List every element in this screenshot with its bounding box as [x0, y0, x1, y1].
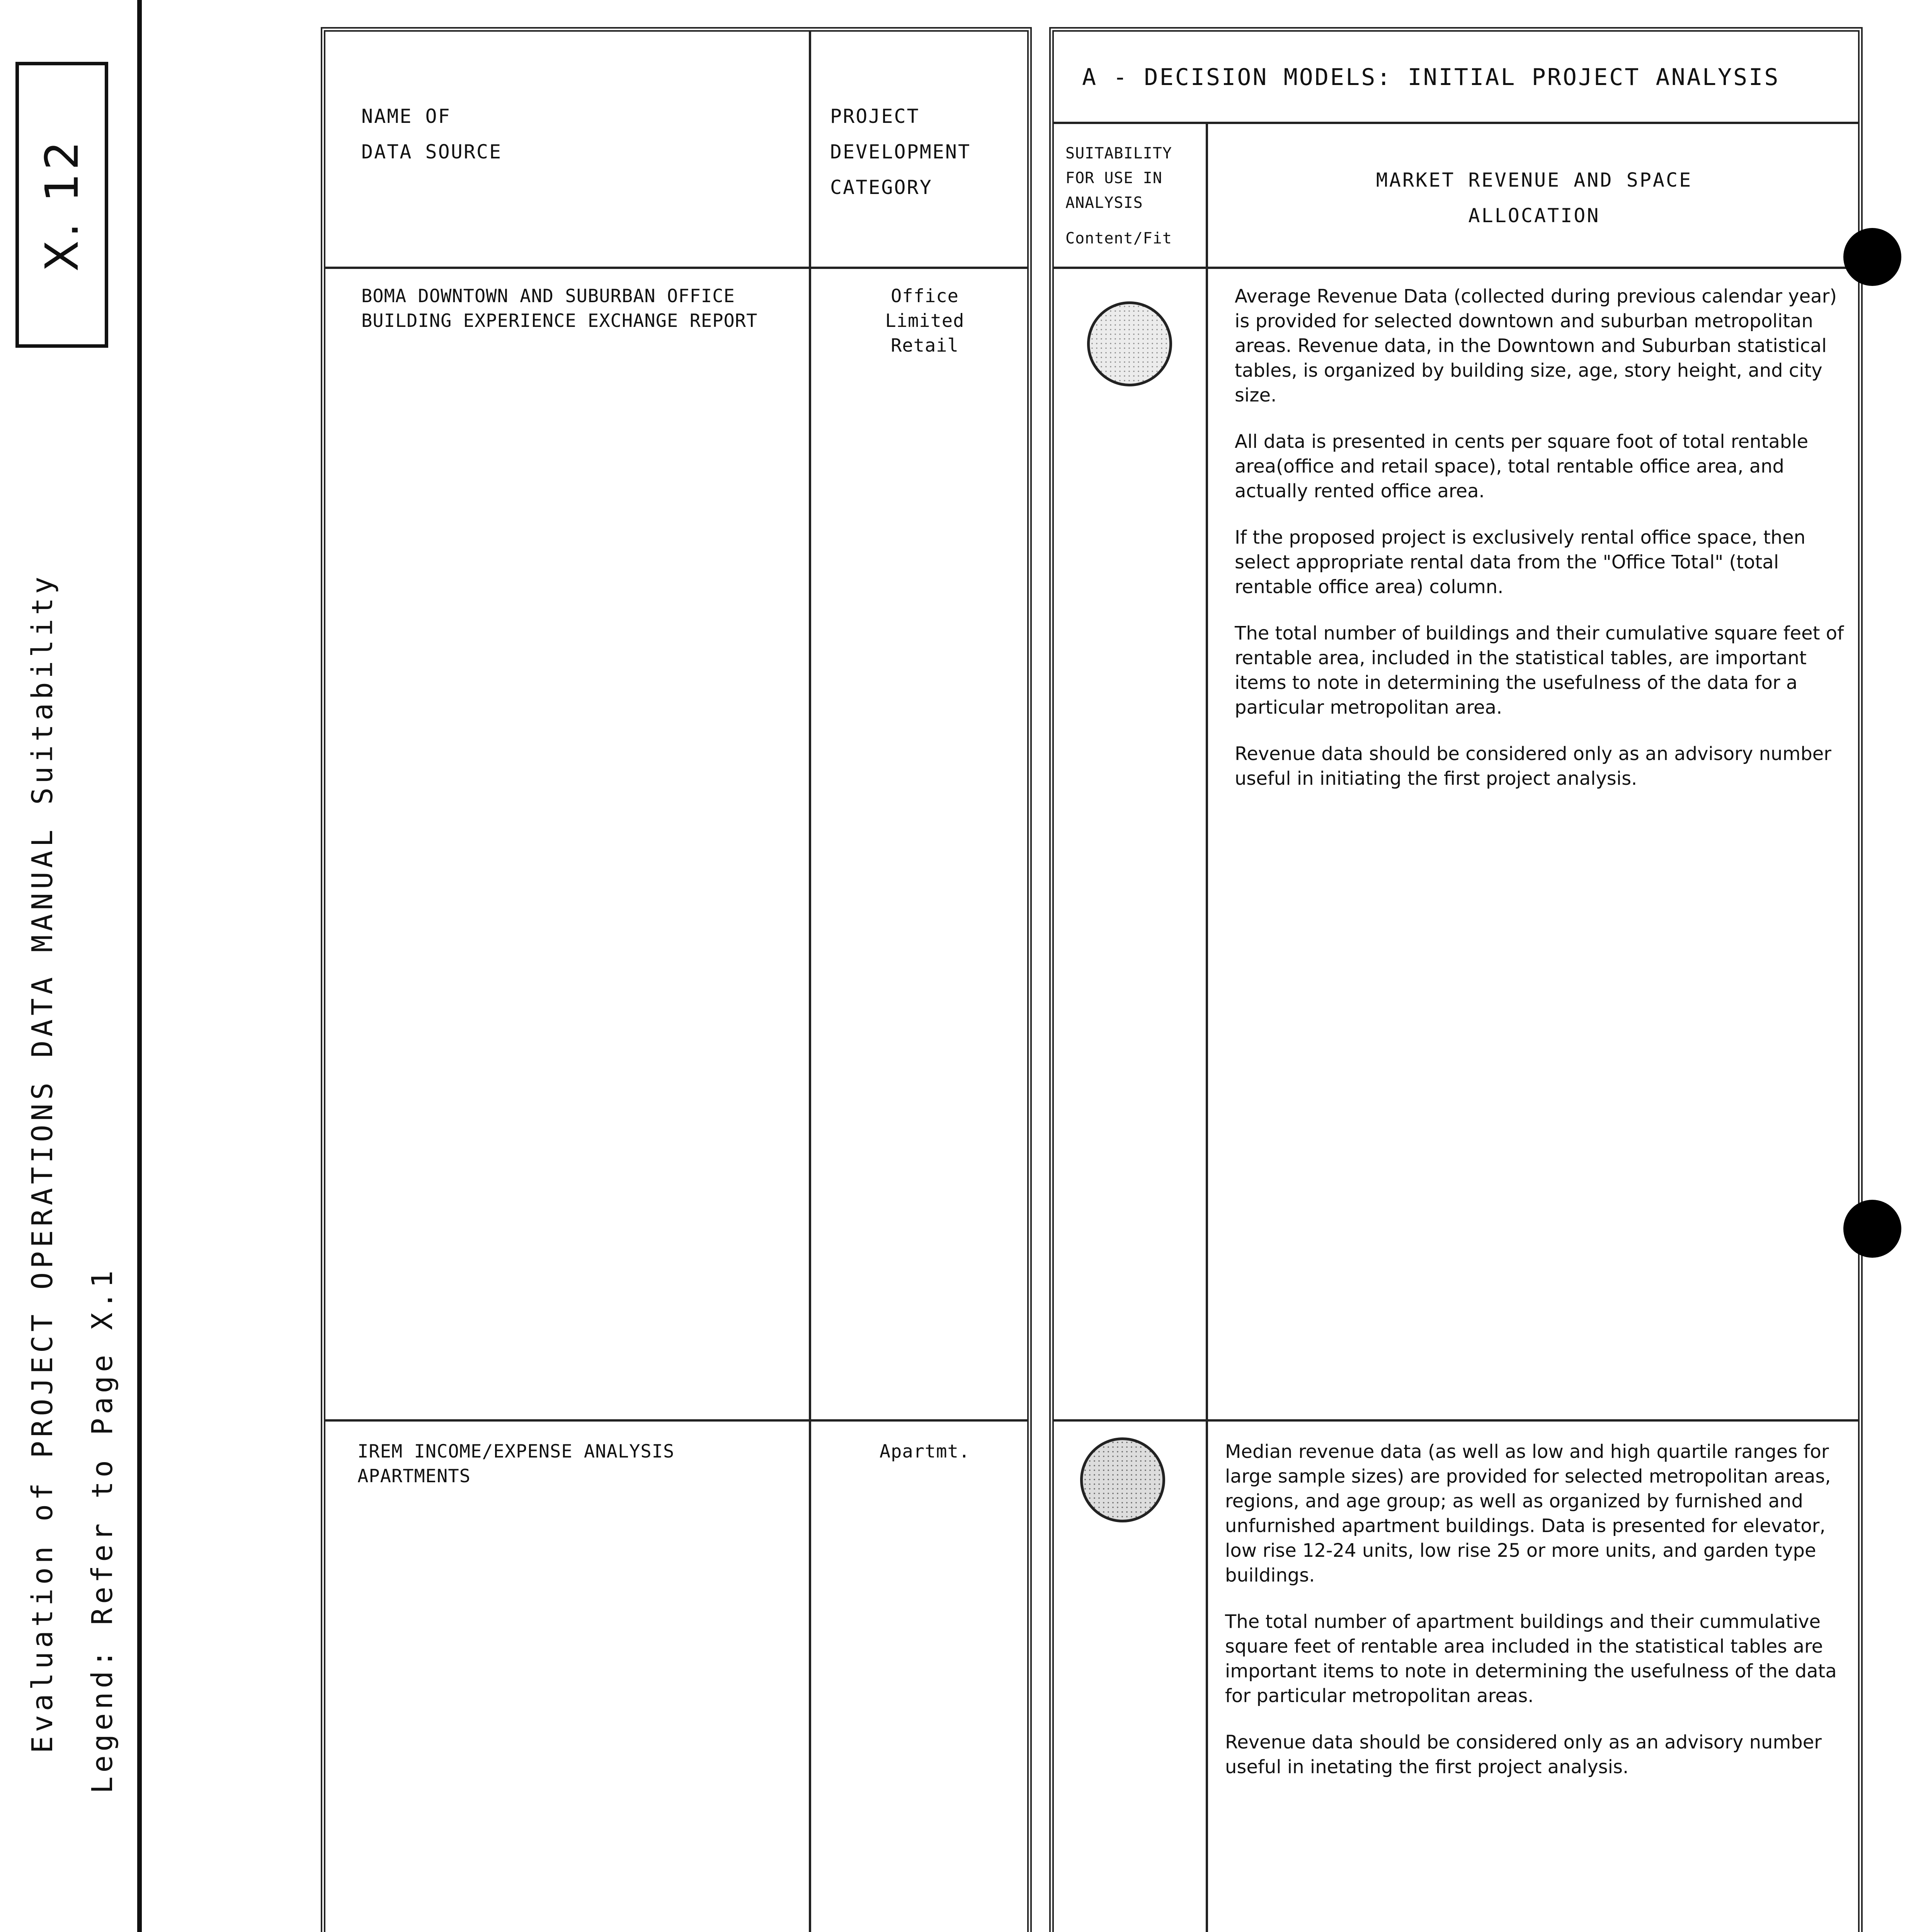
description-paragraph: If the proposed project is exclusively rental office space, then select appropriate rental data from the "Office Total" (total rentable office area) column.: [1235, 527, 1806, 598]
project-development-category-header: PROJECT DEVELOPMENT CATEGORY: [830, 105, 971, 199]
suitability-description: [1235, 284, 1847, 813]
name-of-data-source-header: NAME OF DATA SOURCE: [361, 105, 502, 163]
data-source-name: IREM INCOME/EXPENSE ANALYSIS APARTMENTS: [357, 1441, 675, 1487]
description-paragraph: The total number of buildings and their cumulative square feet of rentable area, included in the statistical tables, are important items to note in determining the usefulness of the data for a particular metropolitan area.: [1235, 622, 1844, 718]
data-source-name: BOMA DOWNTOWN AND SUBURBAN OFFICE BUILDING EXPERIENCE EXCHANGE REPORT: [361, 286, 758, 332]
suitability-description: [1225, 1439, 1847, 1801]
project-category: Office Limited Retail: [885, 286, 965, 356]
suitability-column-divider: [1206, 124, 1208, 1932]
column-divider: [809, 32, 811, 1932]
content-fit-label: Content/Fit: [1065, 230, 1172, 247]
row-divider: [325, 1419, 1027, 1422]
description-paragraph: Median revenue data (as well as low and high quartile ranges for large sample sizes) are provided for selected metropolitan areas, regions, and age group; as well as organized by furnished and unfurnished apartment buildings. Data is presented for elevator, low rise 12-24 units, low rise 25 or more units, and garden type buildings.: [1225, 1441, 1831, 1586]
description-paragraph: Revenue data should be considered only as an advisory number useful in inetating the first project analysis.: [1225, 1731, 1822, 1778]
section-title: A - DECISION MODELS: INITIAL PROJECT ANALYSIS: [1082, 64, 1780, 91]
market-revenue-header: MARKET REVENUE AND SPACE ALLOCATION: [1376, 169, 1693, 227]
margin-rule: [137, 0, 142, 1932]
description-paragraph: Revenue data should be considered only as an advisory number useful in initiating the first project analysis.: [1235, 743, 1831, 789]
project-category: Apartmt.: [879, 1441, 970, 1462]
binder-hole-icon: [1843, 1200, 1901, 1258]
header-divider: [325, 267, 1027, 269]
suitability-header: SUITABILITY FOR USE IN ANALYSIS: [1065, 145, 1172, 212]
full-suitability-circle-icon: [1080, 1437, 1165, 1522]
description-paragraph: Average Revenue Data (collected during previous calendar year) is provided for selected downtown and suburban metropolitan areas. Revenue data, in the Downtown and Suburban statistical tables, is organized by building size, age, story height, and city size.: [1235, 286, 1837, 406]
partial-suitability-circle-icon: [1087, 301, 1172, 386]
description-paragraph: All data is presented in cents per square foot of total rentable area(office and retail space), total rentable office area, and actually rented office area.: [1235, 431, 1809, 502]
binder-hole-icon: [1843, 228, 1901, 286]
header-divider: [1054, 267, 1858, 269]
title-divider: [1054, 122, 1858, 124]
row-divider: [1054, 1419, 1858, 1422]
description-paragraph: The total number of apartment buildings and their cummulative square feet of rentable area included in the statistical tables are important items to note in determining the usefulness of the data for particular metropolitan areas.: [1225, 1611, 1837, 1707]
